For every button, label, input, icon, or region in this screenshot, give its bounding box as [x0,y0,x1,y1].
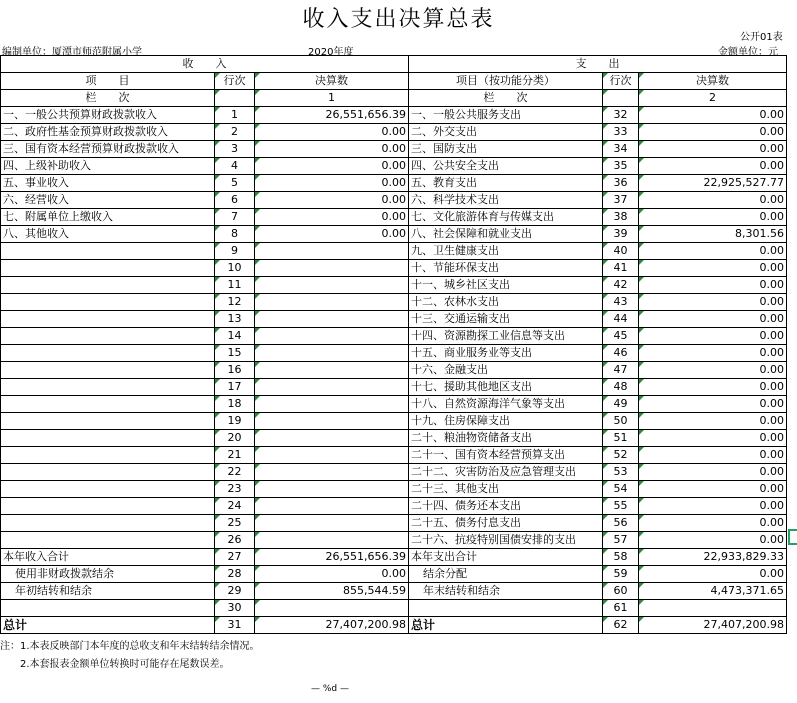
expense-amount-cell[interactable]: 0.00 [639,260,787,277]
income-seq-cell[interactable]: 28 [215,566,255,583]
table-row [1,124,787,141]
expense-amount-cell[interactable]: 0.00 [639,464,787,481]
table-row [1,396,787,413]
income-item-cell[interactable]: 六、经营收入 [1,192,215,209]
expense-seq-cell[interactable]: 34 [603,141,639,158]
income-seq-cell[interactable]: 9 [215,243,255,260]
expense-item-cell[interactable]: 五、教育支出 [409,175,603,192]
income-item-cell[interactable]: 总计 [1,617,215,634]
income-seq-cell[interactable]: 19 [215,413,255,430]
income-item-cell[interactable] [1,328,215,345]
income-amount-cell[interactable] [255,396,409,413]
income-seq-cell[interactable]: 16 [215,362,255,379]
expense-amount-cell[interactable]: 0.00 [639,158,787,175]
page-title: 收入支出决算总表 [302,7,495,32]
expense-amount-cell[interactable]: 0.00 [639,566,787,583]
table-row [1,430,787,447]
expense-amount-cell[interactable]: 0.00 [639,141,787,158]
expense-amount-cell[interactable]: 0.00 [639,209,787,226]
table-row [1,226,787,243]
expense-item-cell[interactable]: 一、一般公共服务支出 [409,107,603,124]
expense-row-label[interactable]: 栏 次 [409,90,603,107]
expense-amount-cell[interactable]: 8,301.56 [639,226,787,243]
income-item-cell[interactable] [1,260,215,277]
table-row [1,532,787,549]
table-row [1,277,787,294]
expense-amount-cell[interactable]: 22,933,829.33 [639,549,787,566]
expense-seq-cell[interactable]: 32 [603,107,639,124]
expense-amount-cell[interactable]: 4,473,371.65 [639,583,787,600]
table-row [1,243,787,260]
income-item-cell[interactable]: 二、政府性基金预算财政拨款收入 [1,124,215,141]
income-seq-cell[interactable]: 25 [215,515,255,532]
income-amount-cell[interactable]: 0.00 [255,566,409,583]
income-amount-cell[interactable] [255,362,409,379]
table-row [1,107,787,124]
income-seq-cell[interactable]: 2 [215,124,255,141]
expense-amount-cell[interactable]: 0.00 [639,124,787,141]
income-seq-cell[interactable]: 17 [215,379,255,396]
income-item-cell[interactable] [1,600,215,617]
income-item-cell[interactable] [1,532,215,549]
income-amount-cell[interactable]: 0.00 [255,141,409,158]
expense-section-header[interactable]: 支 出 [409,56,787,73]
table-row [1,260,787,277]
income-item-header[interactable]: 项 目 [1,73,215,90]
expense-seq-cell[interactable]: 35 [603,158,639,175]
income-item-cell[interactable] [1,481,215,498]
expense-item-cell[interactable]: 本年支出合计 [409,549,603,566]
income-item-cell[interactable] [1,447,215,464]
income-seq-cell[interactable]: 1 [215,107,255,124]
table-row [1,498,787,515]
note-2: 2.本套报表金额单位转换时可能存在尾数误差。 [20,659,230,670]
section-header-row [1,56,787,73]
income-seq-cell[interactable]: 10 [215,260,255,277]
expense-seq-cell[interactable]: 41 [603,260,639,277]
income-seq-cell[interactable]: 5 [215,175,255,192]
expense-item-cell[interactable]: 年末结转和结余 [409,583,603,600]
table-row [1,209,787,226]
income-seq-cell[interactable]: 23 [215,481,255,498]
expense-item-cell[interactable]: 二十二、灾害防治及应急管理支出 [409,464,603,481]
expense-item-cell[interactable]: 四、公共安全支出 [409,158,603,175]
expense-item-cell[interactable]: 总计 [409,617,603,634]
income-seq-cell[interactable]: 15 [215,345,255,362]
income-amount-cell[interactable] [255,430,409,447]
income-amount-cell[interactable] [255,515,409,532]
income-amount-cell[interactable]: 26,551,656.39 [255,107,409,124]
expense-seq-cell[interactable]: 56 [603,515,639,532]
income-item-cell[interactable] [1,413,215,430]
expense-amount-cell[interactable]: 0.00 [639,481,787,498]
expense-amount-cell[interactable]: 0.00 [639,532,787,549]
income-amount-cell[interactable] [255,481,409,498]
income-amount-cell[interactable] [255,379,409,396]
income-seq-cell[interactable]: 24 [215,498,255,515]
table-row [1,328,787,345]
expense-item-cell[interactable]: 十一、城乡社区支出 [409,277,603,294]
expense-amount-cell[interactable]: 0.00 [639,328,787,345]
active-cell-indicator[interactable] [788,529,797,545]
income-item-cell[interactable] [1,294,215,311]
income-amount-cell[interactable]: 0.00 [255,175,409,192]
income-amount-cell[interactable] [255,345,409,362]
expense-seq-cell[interactable]: 53 [603,464,639,481]
expense-item-cell[interactable]: 二十四、债务还本支出 [409,498,603,515]
income-item-cell[interactable] [1,243,215,260]
expense-amount-cell[interactable]: 0.00 [639,192,787,209]
income-seq-cell[interactable]: 4 [215,158,255,175]
income-item-cell[interactable]: 四、上级补助收入 [1,158,215,175]
income-amount-cell[interactable]: 26,551,656.39 [255,549,409,566]
expense-seq-blank[interactable] [603,90,639,107]
table-row [1,192,787,209]
income-amount-cell[interactable] [255,447,409,464]
expense-item-cell[interactable] [409,600,603,617]
expense-item-cell[interactable]: 二十、粮油物资储备支出 [409,430,603,447]
expense-amount-cell[interactable]: 0.00 [639,413,787,430]
income-item-cell[interactable] [1,498,215,515]
summary-row [1,566,787,583]
expense-amount-cell[interactable]: 0.00 [639,243,787,260]
table-row [1,175,787,192]
income-amount-cell[interactable]: 0.00 [255,158,409,175]
income-amount-cell[interactable]: 855,544.59 [255,583,409,600]
income-amount-cell[interactable] [255,464,409,481]
expense-amount-cell[interactable]: 0.00 [639,107,787,124]
table-row [1,447,787,464]
expense-amount-cell[interactable]: 0.00 [639,447,787,464]
income-amount-cell[interactable] [255,413,409,430]
table-row [1,311,787,328]
income-item-cell[interactable] [1,430,215,447]
expense-seq-cell[interactable]: 40 [603,243,639,260]
summary-row [1,549,787,566]
expense-item-cell[interactable]: 六、科学技术支出 [409,192,603,209]
expense-item-cell[interactable]: 结余分配 [409,566,603,583]
expense-col-number[interactable]: 2 [639,90,787,107]
table-row [1,294,787,311]
income-amount-cell[interactable]: 0.00 [255,226,409,243]
income-section-header[interactable]: 收 入 [1,56,409,73]
expense-seq-cell[interactable]: 48 [603,379,639,396]
column-header-row [1,73,787,90]
expense-item-cell[interactable]: 三、国防支出 [409,141,603,158]
expense-seq-cell[interactable]: 38 [603,209,639,226]
income-seq-cell[interactable]: 26 [215,532,255,549]
expense-seq-cell[interactable]: 52 [603,447,639,464]
expense-item-cell[interactable]: 十三、交通运输支出 [409,311,603,328]
expense-item-cell[interactable]: 十六、金融支出 [409,362,603,379]
income-amount-cell[interactable] [255,277,409,294]
expense-seq-cell[interactable]: 42 [603,277,639,294]
expense-seq-cell[interactable]: 45 [603,328,639,345]
expense-item-cell[interactable]: 十八、自然资源海洋气象等支出 [409,396,603,413]
expense-amount-cell[interactable]: 0.00 [639,430,787,447]
expense-item-cell[interactable]: 十七、援助其他地区支出 [409,379,603,396]
income-seq-cell[interactable]: 13 [215,311,255,328]
income-amount-cell[interactable] [255,260,409,277]
summary-row [1,600,787,617]
expense-seq-cell[interactable]: 54 [603,481,639,498]
income-item-cell[interactable]: 八、其他收入 [1,226,215,243]
income-item-cell[interactable]: 年初结转和结余 [1,583,215,600]
income-seq-cell[interactable]: 31 [215,617,255,634]
income-item-cell[interactable] [1,396,215,413]
income-amount-cell[interactable]: 27,407,200.98 [255,617,409,634]
income-item-cell[interactable]: 使用非财政拨款结余 [1,566,215,583]
income-amount-cell[interactable] [255,600,409,617]
expense-item-cell[interactable]: 八、社会保障和就业支出 [409,226,603,243]
expense-item-cell[interactable]: 七、文化旅游体育与传媒支出 [409,209,603,226]
income-item-cell[interactable] [1,362,215,379]
expense-seq-cell[interactable]: 43 [603,294,639,311]
income-item-cell[interactable] [1,311,215,328]
expense-item-cell[interactable]: 二十五、债务付息支出 [409,515,603,532]
expense-item-cell[interactable]: 十、节能环保支出 [409,260,603,277]
expense-seq-cell[interactable]: 62 [603,617,639,634]
income-item-cell[interactable]: 本年收入合计 [1,549,215,566]
expense-seq-cell[interactable]: 49 [603,396,639,413]
income-amount-header[interactable]: 决算数 [255,73,409,90]
income-seq-cell[interactable]: 29 [215,583,255,600]
income-amount-cell[interactable] [255,243,409,260]
income-item-cell[interactable] [1,464,215,481]
income-seq-cell[interactable]: 30 [215,600,255,617]
expense-seq-header[interactable]: 行次 [603,73,639,90]
income-seq-cell[interactable]: 7 [215,209,255,226]
table-row [1,141,787,158]
expense-amount-cell[interactable]: 0.00 [639,515,787,532]
income-seq-cell[interactable]: 12 [215,294,255,311]
expense-item-cell[interactable]: 二十一、国有资本经营预算支出 [409,447,603,464]
income-item-cell[interactable] [1,379,215,396]
income-seq-header[interactable]: 行次 [215,73,255,90]
expense-seq-cell[interactable]: 39 [603,226,639,243]
expense-item-cell[interactable]: 十二、农林水支出 [409,294,603,311]
expense-item-cell[interactable]: 十五、商业服务业等支出 [409,345,603,362]
income-seq-cell[interactable]: 3 [215,141,255,158]
expense-seq-cell[interactable]: 58 [603,549,639,566]
expense-seq-cell[interactable]: 46 [603,345,639,362]
income-item-cell[interactable]: 三、国有资本经营预算财政拨款收入 [1,141,215,158]
expense-amount-cell[interactable]: 0.00 [639,396,787,413]
income-seq-cell[interactable]: 18 [215,396,255,413]
income-amount-cell[interactable] [255,311,409,328]
table-row [1,379,787,396]
expense-seq-cell[interactable]: 59 [603,566,639,583]
table-row [1,362,787,379]
income-amount-cell[interactable] [255,294,409,311]
currency-unit: 金额单位：元 [718,47,778,58]
expense-amount-cell[interactable]: 22,925,527.77 [639,175,787,192]
expense-item-cell[interactable]: 十九、住房保障支出 [409,413,603,430]
page-footer: — %d — [311,684,349,694]
expense-seq-cell[interactable]: 51 [603,430,639,447]
income-item-cell[interactable] [1,345,215,362]
expense-amount-cell[interactable]: 0.00 [639,345,787,362]
total-row [1,617,787,634]
expense-amount-cell[interactable] [639,600,787,617]
income-seq-cell[interactable]: 21 [215,447,255,464]
income-item-cell[interactable] [1,277,215,294]
expense-seq-cell[interactable]: 55 [603,498,639,515]
expense-seq-cell[interactable]: 37 [603,192,639,209]
expense-amount-header[interactable]: 决算数 [639,73,787,90]
note-1: 注：1.本表反映部门本年度的总收支和年末结转结余情况。 [0,641,260,652]
expense-item-cell[interactable]: 二十六、抗疫特别国债安排的支出 [409,532,603,549]
income-seq-cell[interactable]: 22 [215,464,255,481]
income-seq-cell[interactable]: 20 [215,430,255,447]
expense-item-cell[interactable]: 十四、资源勘探工业信息等支出 [409,328,603,345]
form-code: 公开01表 [740,32,783,43]
expense-item-cell[interactable]: 二、外交支出 [409,124,603,141]
income-seq-cell[interactable]: 27 [215,549,255,566]
income-col-number[interactable]: 1 [255,90,409,107]
income-item-cell[interactable]: 五、事业收入 [1,175,215,192]
summary-row [1,583,787,600]
income-amount-cell[interactable] [255,328,409,345]
income-item-cell[interactable]: 一、一般公共预算财政拨款收入 [1,107,215,124]
budget-summary-table [0,55,787,634]
income-seq-cell[interactable]: 8 [215,226,255,243]
table-row [1,464,787,481]
income-amount-cell[interactable]: 0.00 [255,124,409,141]
expense-seq-cell[interactable]: 33 [603,124,639,141]
table-row [1,345,787,362]
income-seq-cell[interactable]: 6 [215,192,255,209]
income-seq-cell[interactable]: 11 [215,277,255,294]
expense-amount-cell[interactable]: 0.00 [639,498,787,515]
expense-seq-cell[interactable]: 50 [603,413,639,430]
expense-item-header[interactable]: 项目（按功能分类） [409,73,603,90]
expense-amount-cell[interactable]: 0.00 [639,311,787,328]
expense-amount-cell[interactable]: 0.00 [639,294,787,311]
expense-amount-cell[interactable]: 0.00 [639,362,787,379]
income-item-cell[interactable] [1,515,215,532]
expense-seq-cell[interactable]: 57 [603,532,639,549]
expense-item-cell[interactable]: 九、卫生健康支出 [409,243,603,260]
expense-seq-cell[interactable]: 60 [603,583,639,600]
income-amount-cell[interactable] [255,532,409,549]
expense-seq-cell[interactable]: 44 [603,311,639,328]
income-amount-cell[interactable] [255,498,409,515]
expense-amount-cell[interactable]: 0.00 [639,277,787,294]
expense-item-cell[interactable]: 二十三、其他支出 [409,481,603,498]
report-year: 2020年度 [308,47,354,58]
income-seq-cell[interactable]: 14 [215,328,255,345]
table-row [1,515,787,532]
table-row [1,413,787,430]
table-row [1,481,787,498]
column-number-row [1,90,787,107]
expense-seq-cell[interactable]: 36 [603,175,639,192]
income-row-label[interactable]: 栏 次 [1,90,215,107]
compiling-unit: 编制单位：厦潭市师范附属小学 [2,47,142,58]
expense-seq-cell[interactable]: 47 [603,362,639,379]
income-seq-blank[interactable] [215,90,255,107]
table-row [1,158,787,175]
income-item-cell[interactable]: 七、附属单位上缴收入 [1,209,215,226]
expense-amount-cell[interactable]: 0.00 [639,379,787,396]
expense-seq-cell[interactable]: 61 [603,600,639,617]
income-amount-cell[interactable]: 0.00 [255,209,409,226]
income-amount-cell[interactable]: 0.00 [255,192,409,209]
expense-amount-cell[interactable]: 27,407,200.98 [639,617,787,634]
